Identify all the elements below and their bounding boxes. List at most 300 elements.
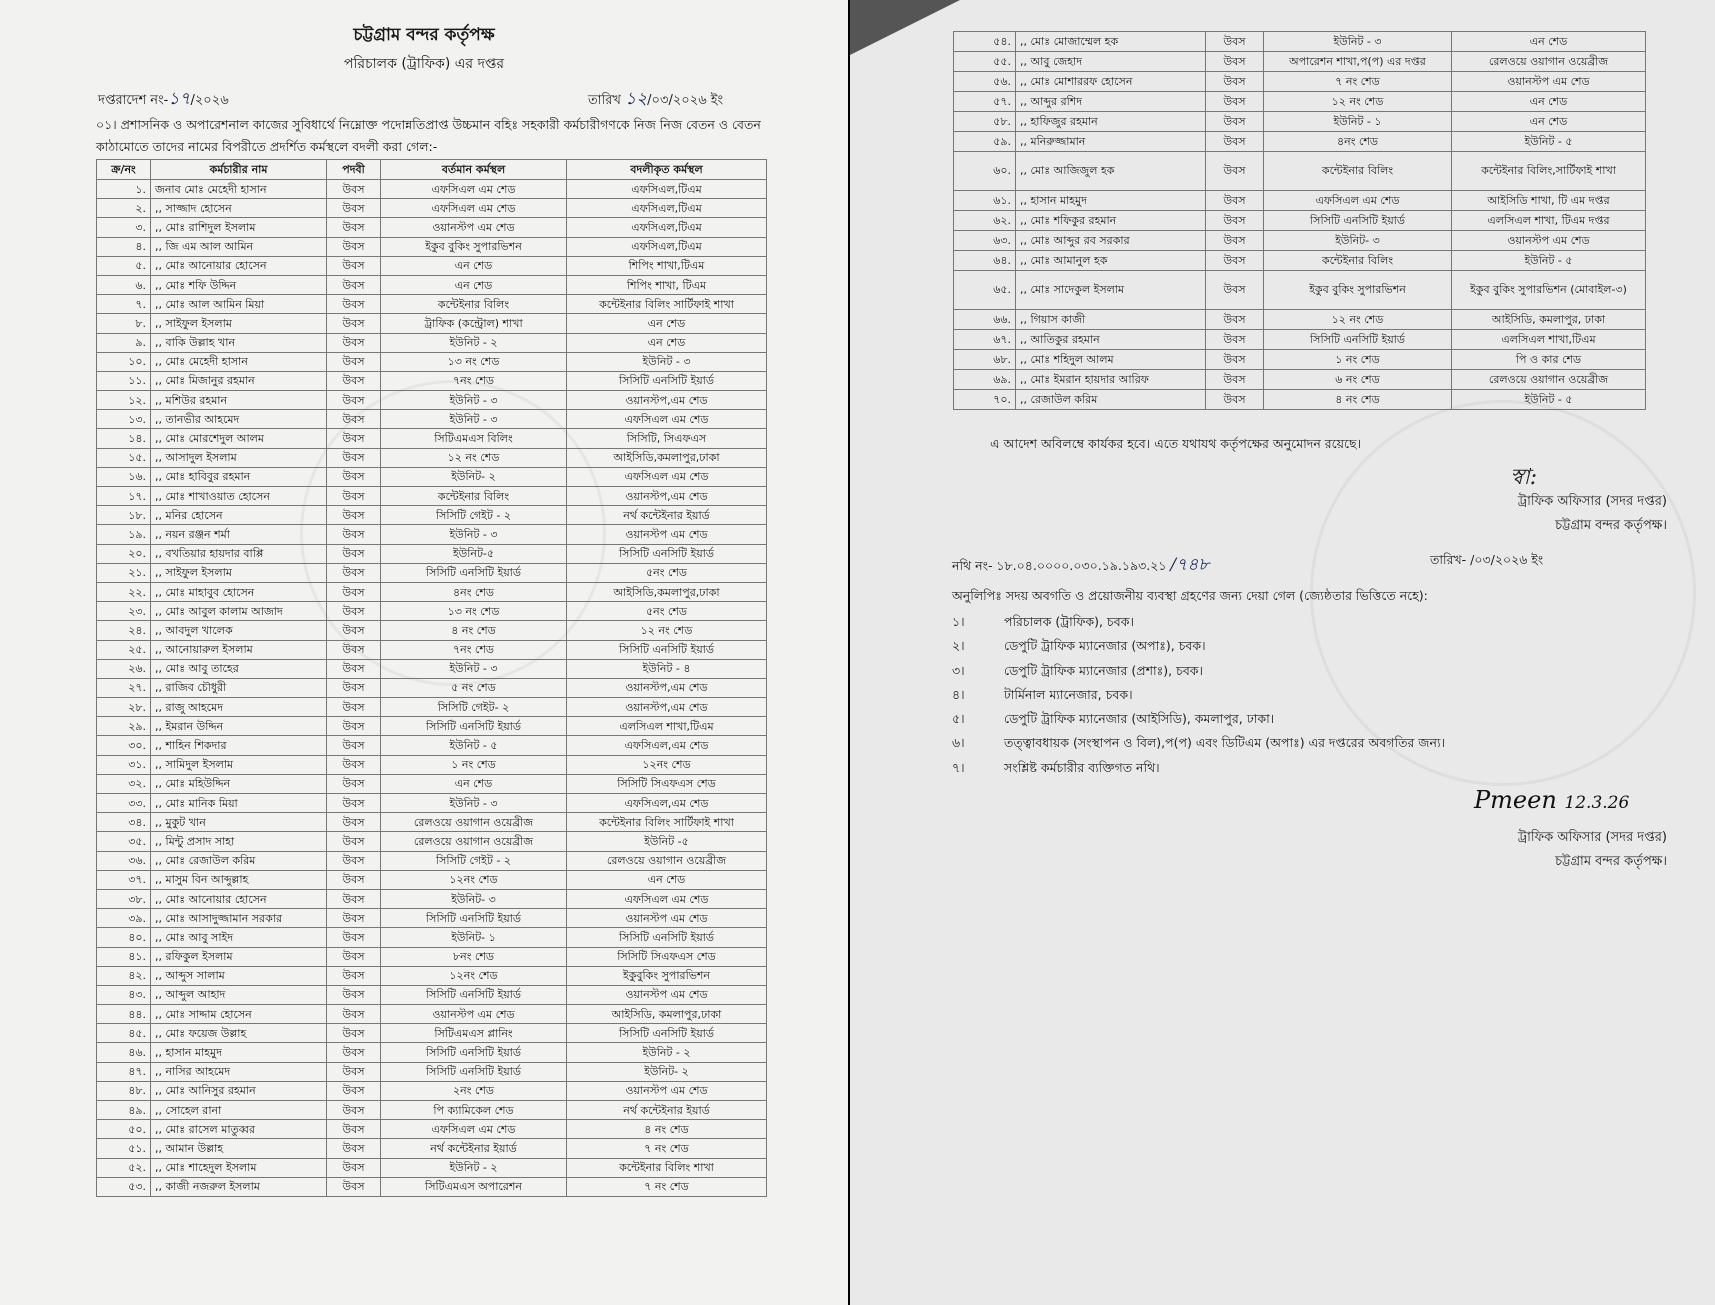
table-row [97,1101,767,1120]
current-station: ১২ নং শেড [381,448,567,467]
transferred-station: ১২ নং শেড [567,621,767,640]
current-station: ১৩ নং শেড [381,602,567,621]
table-row [97,525,767,544]
transferred-station: এন শেড [567,314,767,333]
transferred-station: আইসিডি,কমলাপুর,ঢাকা [567,582,767,601]
row-serial: ২৯. [97,717,151,736]
employee-name: ,, মোঃ আমানুল হক [1016,251,1206,271]
table-row [97,1005,767,1024]
current-station: ইউনিট- ২ [381,467,567,486]
table-row [97,410,767,429]
signatory-org: চট্টগ্রাম বন্দর কর্তৃপক্ষ। [1555,518,1667,533]
current-station: নর্থ কন্টেইনার ইয়ার্ড [381,1139,567,1158]
row-serial: ৩৫. [97,832,151,851]
table-row [97,1062,767,1081]
transferred-station: ওয়ানস্টপ,এম শেড [567,698,767,717]
designation: উবস [327,794,381,813]
row-serial: ৫. [97,256,151,275]
employee-name: ,, মোঃ শফি উদ্দিন [151,275,327,294]
employee-name: ,, মোঃ আবু সাইদ [151,928,327,947]
memo-number-handwritten: ১৭ [168,89,191,109]
transferred-station: এন শেড [1452,112,1646,132]
current-station: ইউনিট - ৩ [381,525,567,544]
transferred-station: কন্টেইনার বিলিং সার্টিফাই শাখা [567,295,767,314]
table-row [97,563,767,582]
employee-name: ,, মোঃ মিজানুর রহমান [151,371,327,390]
transferred-station: এন শেড [567,333,767,352]
current-station: রেলওয়ে ওয়াগান ওয়েব্রীজ [381,813,567,832]
copy-to-title: অনুলিপিঃ সদয় অবগতি ও প্রয়োজনীয় ব্যবস্থা গ্রহণের জন্য দেয়া গেল (জ্যেষ্ঠতার ভিত্তিতে নহে): [952,588,1428,603]
designation: উবস [327,295,381,314]
row-serial: ৩৪. [97,813,151,832]
table-row [97,218,767,237]
transferred-station: সিসিটি এনসিটি ইয়ার্ড [567,928,767,947]
row-serial: ৪৬. [97,1043,151,1062]
designation: উবস [327,544,381,563]
transferred-station: ৫নং শেড [567,602,767,621]
designation: উবস [1206,370,1264,390]
employee-name: ,, জি এম আল আমিন [151,237,327,256]
transferred-station: ইউনিট -৫ [567,832,767,851]
transferred-station: ইকুব বুকিং সুপারভিশন (মোবাইল-৩) [1452,271,1646,310]
transferred-station: কন্টেইনার বিলিং শাখা [567,1158,767,1177]
transferred-station: সিসিটি এনসিটি ইয়ার্ড [567,640,767,659]
initial-signature: স্বা: [1510,465,1538,490]
table-row [97,851,767,870]
transferred-station: এফসিএল এম শেড [567,410,767,429]
row-serial: ২. [97,199,151,218]
table-row [954,231,1646,251]
memo-date-handwritten: ১২ [625,89,648,109]
table-row [97,544,767,563]
employee-name: ,, মোঃ ইমরান হায়দার আরিফ [1016,370,1206,390]
employee-name: ,, মোঃ আবু তাহের [151,659,327,678]
table-row [97,755,767,774]
table-row [97,275,767,294]
current-station: কন্টেইনার বিলিং [381,487,567,506]
employee-name: ,, মশিউর রহমান [151,391,327,410]
employee-name: ,, বখতিয়ার হায়দার বাপ্পি [151,544,327,563]
designation: উবস [327,256,381,275]
designation: উবস [327,1005,381,1024]
row-serial: ৬৩. [954,231,1016,251]
table-row [97,1120,767,1139]
designation: উবস [327,448,381,467]
header-serial: ক্র/নং [97,160,151,180]
designation: উবস [327,1177,381,1196]
table-row [97,966,767,985]
table-row [97,371,767,390]
table-row [97,774,767,793]
designation: উবস [1206,72,1264,92]
current-station: ১ নং শেড [381,755,567,774]
designation: উবস [327,909,381,928]
current-station: ইউনিট - ৫ [381,736,567,755]
designation: উবস [327,774,381,793]
copy-to-recipient: টার্মিনাল ম্যানেজার, চবক। [1004,686,1133,702]
table-row [97,256,767,275]
current-station: সিসিটি এনসিটি ইয়ার্ড [1264,211,1452,231]
signatory-title: ট্রাফিক অফিসার (সদর দপ্তর) [1517,494,1667,509]
employee-name: ,, মোঃ মানিক মিয়া [151,794,327,813]
transferred-station: কন্টেইনার বিলিং সার্টিফাই শাখা [567,813,767,832]
employee-name: ,, আসাদুল ইসলাম [151,448,327,467]
table-row [97,736,767,755]
employee-name: ,, আবু জেহাদ [1016,52,1206,72]
transferred-station: এফসিএল,টিএম [567,237,767,256]
designation: উবস [327,985,381,1004]
employee-name: ,, মোঃ সাদেকুল ইসলাম [1016,271,1206,310]
designation: উবস [327,333,381,352]
current-station: সিসিটি গেইট- ২ [381,698,567,717]
designation: উবস [1206,112,1264,132]
transferred-station: নর্থ কন্টেইনার ইয়ার্ড [567,506,767,525]
current-station: ১ নং শেড [1264,350,1452,370]
transferred-station: ইউনিট - ৫ [1452,390,1646,410]
org-title: চট্টগ্রাম বন্দর কর্তৃপক্ষ [353,25,495,45]
table-row [954,310,1646,330]
row-serial: ৬২. [954,211,1016,231]
row-serial: ৩১. [97,755,151,774]
designation: উবস [327,947,381,966]
designation: উবস [327,429,381,448]
transferred-station: এলসিএল শাখা, টিএম দপ্তর [1452,211,1646,231]
row-serial: ২৮. [97,698,151,717]
row-serial: ৭০. [954,390,1016,410]
table-row [97,1158,767,1177]
employee-name: জনাব মোঃ মেহেদী হাসান [151,180,327,199]
employee-name: ,, মোঃ মোজাম্মেল হক [1016,32,1206,52]
employee-name: ,, মোঃ সাদ্দাম হোসেন [151,1005,327,1024]
employee-name: ,, সামিদুল ইসলাম [151,755,327,774]
transferred-station: সিসিটি, সিএফএস [567,429,767,448]
current-station: ইউনিট - ৩ [381,410,567,429]
employee-name: ,, মোঃ মোশাররফ হোসেন [1016,72,1206,92]
row-serial: ৫৯. [954,132,1016,152]
designation: উবস [327,621,381,640]
employee-name: ,, মোঃ মোরশেদুল আলম [151,429,327,448]
designation: উবস [1206,390,1264,410]
table-header-row [97,160,767,180]
employee-name: ,, মোঃ আসাদুজ্জামান সরকার [151,909,327,928]
current-station: এফসিএল এম শেড [381,1120,567,1139]
transferred-station: কন্টেইনার বিলিং,সার্টিফাই শাখা [1452,152,1646,191]
current-station: ১২ নং শেড [1264,92,1452,112]
table-row [954,370,1646,390]
current-station: সিসিটি এনসিটি ইয়ার্ড [1264,330,1452,350]
current-station: ইউনিট- ৩ [1264,231,1452,251]
header-name: কর্মচারীর নাম [151,160,327,180]
transferred-station: সিসিটি সিএফএস শেড [567,774,767,793]
handwritten-signature: Pmeen 12.3.26 [1474,786,1630,814]
row-serial: ৫৪. [954,32,1016,52]
transferred-station: ইউনিট- ২ [567,1062,767,1081]
file-date: তারিখ- /০৩/২০২৬ ইং [1430,552,1544,567]
employee-name: ,, রাজিব চৌধুরী [151,678,327,697]
table-row [97,448,767,467]
employee-name: ,, সাইফুল ইসলাম [151,563,327,582]
current-station: ওয়ানস্টপ এম শেড [381,218,567,237]
table-row [97,314,767,333]
row-serial: ১৭. [97,487,151,506]
row-serial: ৩. [97,218,151,237]
transferred-station: ৪ নং শেড [567,1120,767,1139]
transferred-station: ওয়ানস্টপ,এম শেড [567,678,767,697]
transferred-station: সিসিটি সিএফএস শেড [567,947,767,966]
designation: উবস [327,813,381,832]
employee-name: ,, মোঃ শাখাওয়াত হোসেন [151,487,327,506]
designation: উবস [327,371,381,390]
table-row [954,211,1646,231]
designation: উবস [327,391,381,410]
designation: উবস [327,1024,381,1043]
table-row [97,698,767,717]
current-station: পি ক্যামিকেল শেড [381,1101,567,1120]
designation: উবস [327,563,381,582]
designation: উবস [327,678,381,697]
designation: উবস [1206,52,1264,72]
row-serial: ১০. [97,352,151,371]
table-row [97,794,767,813]
transferred-station: নর্থ কন্টেইনার ইয়ার্ড [567,1101,767,1120]
employee-name: ,, মোঃ শফিকুর রহমান [1016,211,1206,231]
designation: উবস [327,237,381,256]
table-row [954,330,1646,350]
table-row [97,659,767,678]
copy-to-recipient: ডেপুটি ট্রাফিক ম্যানেজার (অপাঃ), চবক। [1004,638,1206,654]
table-row [97,621,767,640]
header-current-station: বর্তমান কর্মস্থল [381,160,567,180]
header-designation: পদবী [327,160,381,180]
current-station: ইউনিট - ২ [381,1158,567,1177]
transferred-station: ওয়ানস্টপ এম শেড [567,985,767,1004]
current-station: সিসিটি গেইট - ২ [381,851,567,870]
table-row [97,506,767,525]
memo-number: দপ্তরাদেশ নং-১৭/২০২৬ [98,89,229,109]
designation: উবস [1206,32,1264,52]
current-station: সিটিএমএস বিলিং [381,429,567,448]
copy-to-number: ৫। [952,711,965,727]
transferred-station: ইকুবুকিং সুপারভিশন [567,966,767,985]
table-row [954,92,1646,112]
designation: উবস [327,582,381,601]
current-station: এন শেড [381,275,567,294]
table-row [954,32,1646,52]
transferred-station: শিপিং শাখা, টিএম [567,275,767,294]
current-station: সিসিটি এনসিটি ইয়ার্ড [381,909,567,928]
designation: উবস [1206,152,1264,191]
designation: উবস [1206,310,1264,330]
row-serial: ৮. [97,314,151,333]
current-station: সিসিটি গেইট - ২ [381,506,567,525]
employee-name: ,, ইমরান উদ্দিন [151,717,327,736]
intro-paragraph: ০১। প্রশাসনিক ও অপারেশনাল কাজের সুবিধার্থে নিম্নোক্ত পদোন্নতিপ্রাপ্ত উচ্চমান বহিঃ সহকারী কর্মচারীগণকে নিজ নিজ বেতন ও বেতন কাঠামোতে তাদের নামের বিপরীতে প্রদর্শিত কর্মস্থলে বদলী করা গেল:- [96,117,761,154]
copy-to-recipient: তত্ত্বাবধায়ক (সংস্থাপন ও বিল),প(প) এবং ডিটিএম (অপাঃ) এর দপ্তরের অবগতির জন্য। [1004,735,1446,751]
row-serial: ১৯. [97,525,151,544]
header-transferred-station: বদলীকৃত কর্মস্থল [567,160,767,180]
row-serial: ৪. [97,237,151,256]
transferred-station: ওয়ানস্টপ এম শেড [1452,72,1646,92]
current-station: ৭নং শেড [381,640,567,659]
designation: উবস [1206,191,1264,211]
transferred-station: সিসিটি এনসিটি ইয়ার্ড [567,371,767,390]
row-serial: ৫২. [97,1158,151,1177]
row-serial: ৯. [97,333,151,352]
table-row [954,350,1646,370]
employee-name: ,, মুকুট খান [151,813,327,832]
row-serial: ২৩. [97,602,151,621]
transferred-station: ওয়ানস্টপ,এম শেড [567,391,767,410]
current-station: ইকুব বুকিং সুপারভিশন [381,237,567,256]
employee-name: ,, কাজী নজরুল ইসলাম [151,1177,327,1196]
designation: উবস [327,870,381,889]
employee-name: ,, মোঃ শহিদুল আলম [1016,350,1206,370]
row-serial: ১৮. [97,506,151,525]
row-serial: ৩৯. [97,909,151,928]
row-serial: ৫০. [97,1120,151,1139]
row-serial: ৬৮. [954,350,1016,370]
copy-to-number: ২। [952,638,965,654]
signatory-org: চট্টগ্রাম বন্দর কর্তৃপক্ষ। [1555,854,1667,869]
employee-name: ,, আব্দুস সালাম [151,966,327,985]
row-serial: ১৪. [97,429,151,448]
file-number-handwritten: /৭৪৮ [1170,555,1210,575]
page-corner-shadow [850,0,960,55]
row-serial: ২২. [97,582,151,601]
row-serial: ২৫. [97,640,151,659]
employee-name: ,, মোঃ আবুল কালাম আজাদ [151,602,327,621]
row-serial: ৩৭. [97,870,151,889]
designation: উবস [327,275,381,294]
transferred-station: এলসিএল শাখা,টিএম [1452,330,1646,350]
designation: উবস [1206,350,1264,370]
designation: উবস [1206,251,1264,271]
current-station: সিটিএমএস অপারেশন [381,1177,567,1196]
table-row [97,889,767,908]
office-subtitle: পরিচালক (ট্রাফিক) এর দপ্তর [343,56,505,72]
file-number: নথি নং- ১৮.০৪.০০০০.০৩০.১৯.১৯৩.২১ /৭৪৮ [952,555,1210,575]
employee-name: ,, রেজাউল করিম [1016,390,1206,410]
table-row [97,1139,767,1158]
table-row [954,72,1646,92]
transferred-station: ৭ নং শেড [567,1177,767,1196]
table-row [97,295,767,314]
employee-name: ,, আতিকুর রহমান [1016,330,1206,350]
row-serial: ২৪. [97,621,151,640]
transferred-station: শিপিং শাখা,টিএম [567,256,767,275]
current-station: ইউনিট - ৩ [381,391,567,410]
designation: উবস [327,1158,381,1177]
copy-to-item [952,634,1445,658]
row-serial: ১. [97,180,151,199]
transferred-station: ইউনিট - ৫ [1452,132,1646,152]
table-row [97,678,767,697]
employee-name: ,, তানভীর আহমেদ [151,410,327,429]
row-serial: ২৭. [97,678,151,697]
designation: উবস [327,506,381,525]
row-serial: ১১. [97,371,151,390]
row-serial: ১২. [97,391,151,410]
copy-to-item [952,707,1445,731]
row-serial: ৩৬. [97,851,151,870]
table-row [954,152,1646,191]
transferred-station: ওয়ানস্টপ এম শেড [567,525,767,544]
copy-to-number: ৭। [952,759,965,775]
current-station: সিসিটি এনসিটি ইয়ার্ড [381,717,567,736]
designation: উবস [1206,132,1264,152]
current-station: কন্টেইনার বিলিং [1264,251,1452,271]
row-serial: ৬৯. [954,370,1016,390]
designation: উবস [1206,92,1264,112]
transferred-station: এফসিএল এম শেড [567,467,767,486]
table-row [97,1024,767,1043]
transferred-station: ইউনিট - ৩ [567,352,767,371]
current-station: ৬ নং শেড [1264,370,1452,390]
current-station: ওয়ানস্টপ এম শেড [381,1005,567,1024]
current-station: ১২ নং শেড [1264,310,1452,330]
current-station: অপারেশন শাখা,প(প) এর দপ্তর [1264,52,1452,72]
transferred-station: আইসিডি, কমলাপুর,ঢাকা [567,1005,767,1024]
employee-name: ,, মোঃ শাহেদুল ইসলাম [151,1158,327,1177]
copy-to-item [952,659,1445,683]
current-station: সিটিএমএস প্লানিং [381,1024,567,1043]
employee-name: ,, আব্দুল আহাদ [151,985,327,1004]
current-station: এফসিএল এম শেড [381,199,567,218]
table-row [97,1177,767,1196]
table-row [97,180,767,199]
copy-to-number: ১। [952,614,965,629]
copy-to-recipient: ডেপুটি ট্রাফিক ম্যানেজার (প্রশাঃ), চবক। [1004,662,1204,678]
table-row [954,271,1646,310]
designation: উবস [327,755,381,774]
employee-name: ,, সাইফুল ইসলাম [151,314,327,333]
employee-name: ,, নাসির আহমেদ [151,1062,327,1081]
designation: উবস [327,1139,381,1158]
table-row [97,717,767,736]
order-effective-note: এ আদেশ অবিলম্বে কার্যকর হবে। এতে যথাযথ কর্তৃপক্ষের অনুমোদন রয়েছে। [990,436,1362,451]
row-serial: ৪৫. [97,1024,151,1043]
transferred-station: ওয়ানস্টপ এম শেড [1452,231,1646,251]
transferred-station: সিসিটি এনসিটি ইয়ার্ড [567,544,767,563]
transfer-table-left [96,159,767,1197]
row-serial: ৬০. [954,152,1016,191]
row-serial: ২০. [97,544,151,563]
transferred-station: ওয়ানস্টপ এম শেড [567,1081,767,1100]
current-station: ইউনিট-৫ [381,544,567,563]
employee-name: ,, মোঃ আল আমিন মিয়া [151,295,327,314]
designation: উবস [327,1120,381,1139]
row-serial: ৪৩. [97,985,151,1004]
table-row [954,52,1646,72]
left-document-page [0,0,848,1305]
employee-name: ,, মোঃ আজিজুল হক [1016,152,1206,191]
current-station: সিসিটি এনসিটি ইয়ার্ড [381,563,567,582]
copy-to-number: ৩। [952,662,965,678]
table-row [97,333,767,352]
row-serial: ৬৭. [954,330,1016,350]
transferred-station: সিসিটি এনসিটি ইয়ার্ড [567,1024,767,1043]
row-serial: ১৫. [97,448,151,467]
designation: উবস [327,736,381,755]
employee-name: ,, মোঃ আনোয়ার হোসেন [151,889,327,908]
transferred-station: রেলওয়ে ওয়াগান ওয়েব্রীজ [567,851,767,870]
employee-name: ,, মনিরুজ্জামান [1016,132,1206,152]
current-station: ৮নং শেড [381,947,567,966]
current-station: ইকুব বুকিং সুপারভিশন [1264,271,1452,310]
employee-name: ,, মোঃ মাহাবুব হোসেন [151,582,327,601]
employee-name: ,, হাসান মাহমুদ [151,1043,327,1062]
row-serial: ৪৭. [97,1062,151,1081]
